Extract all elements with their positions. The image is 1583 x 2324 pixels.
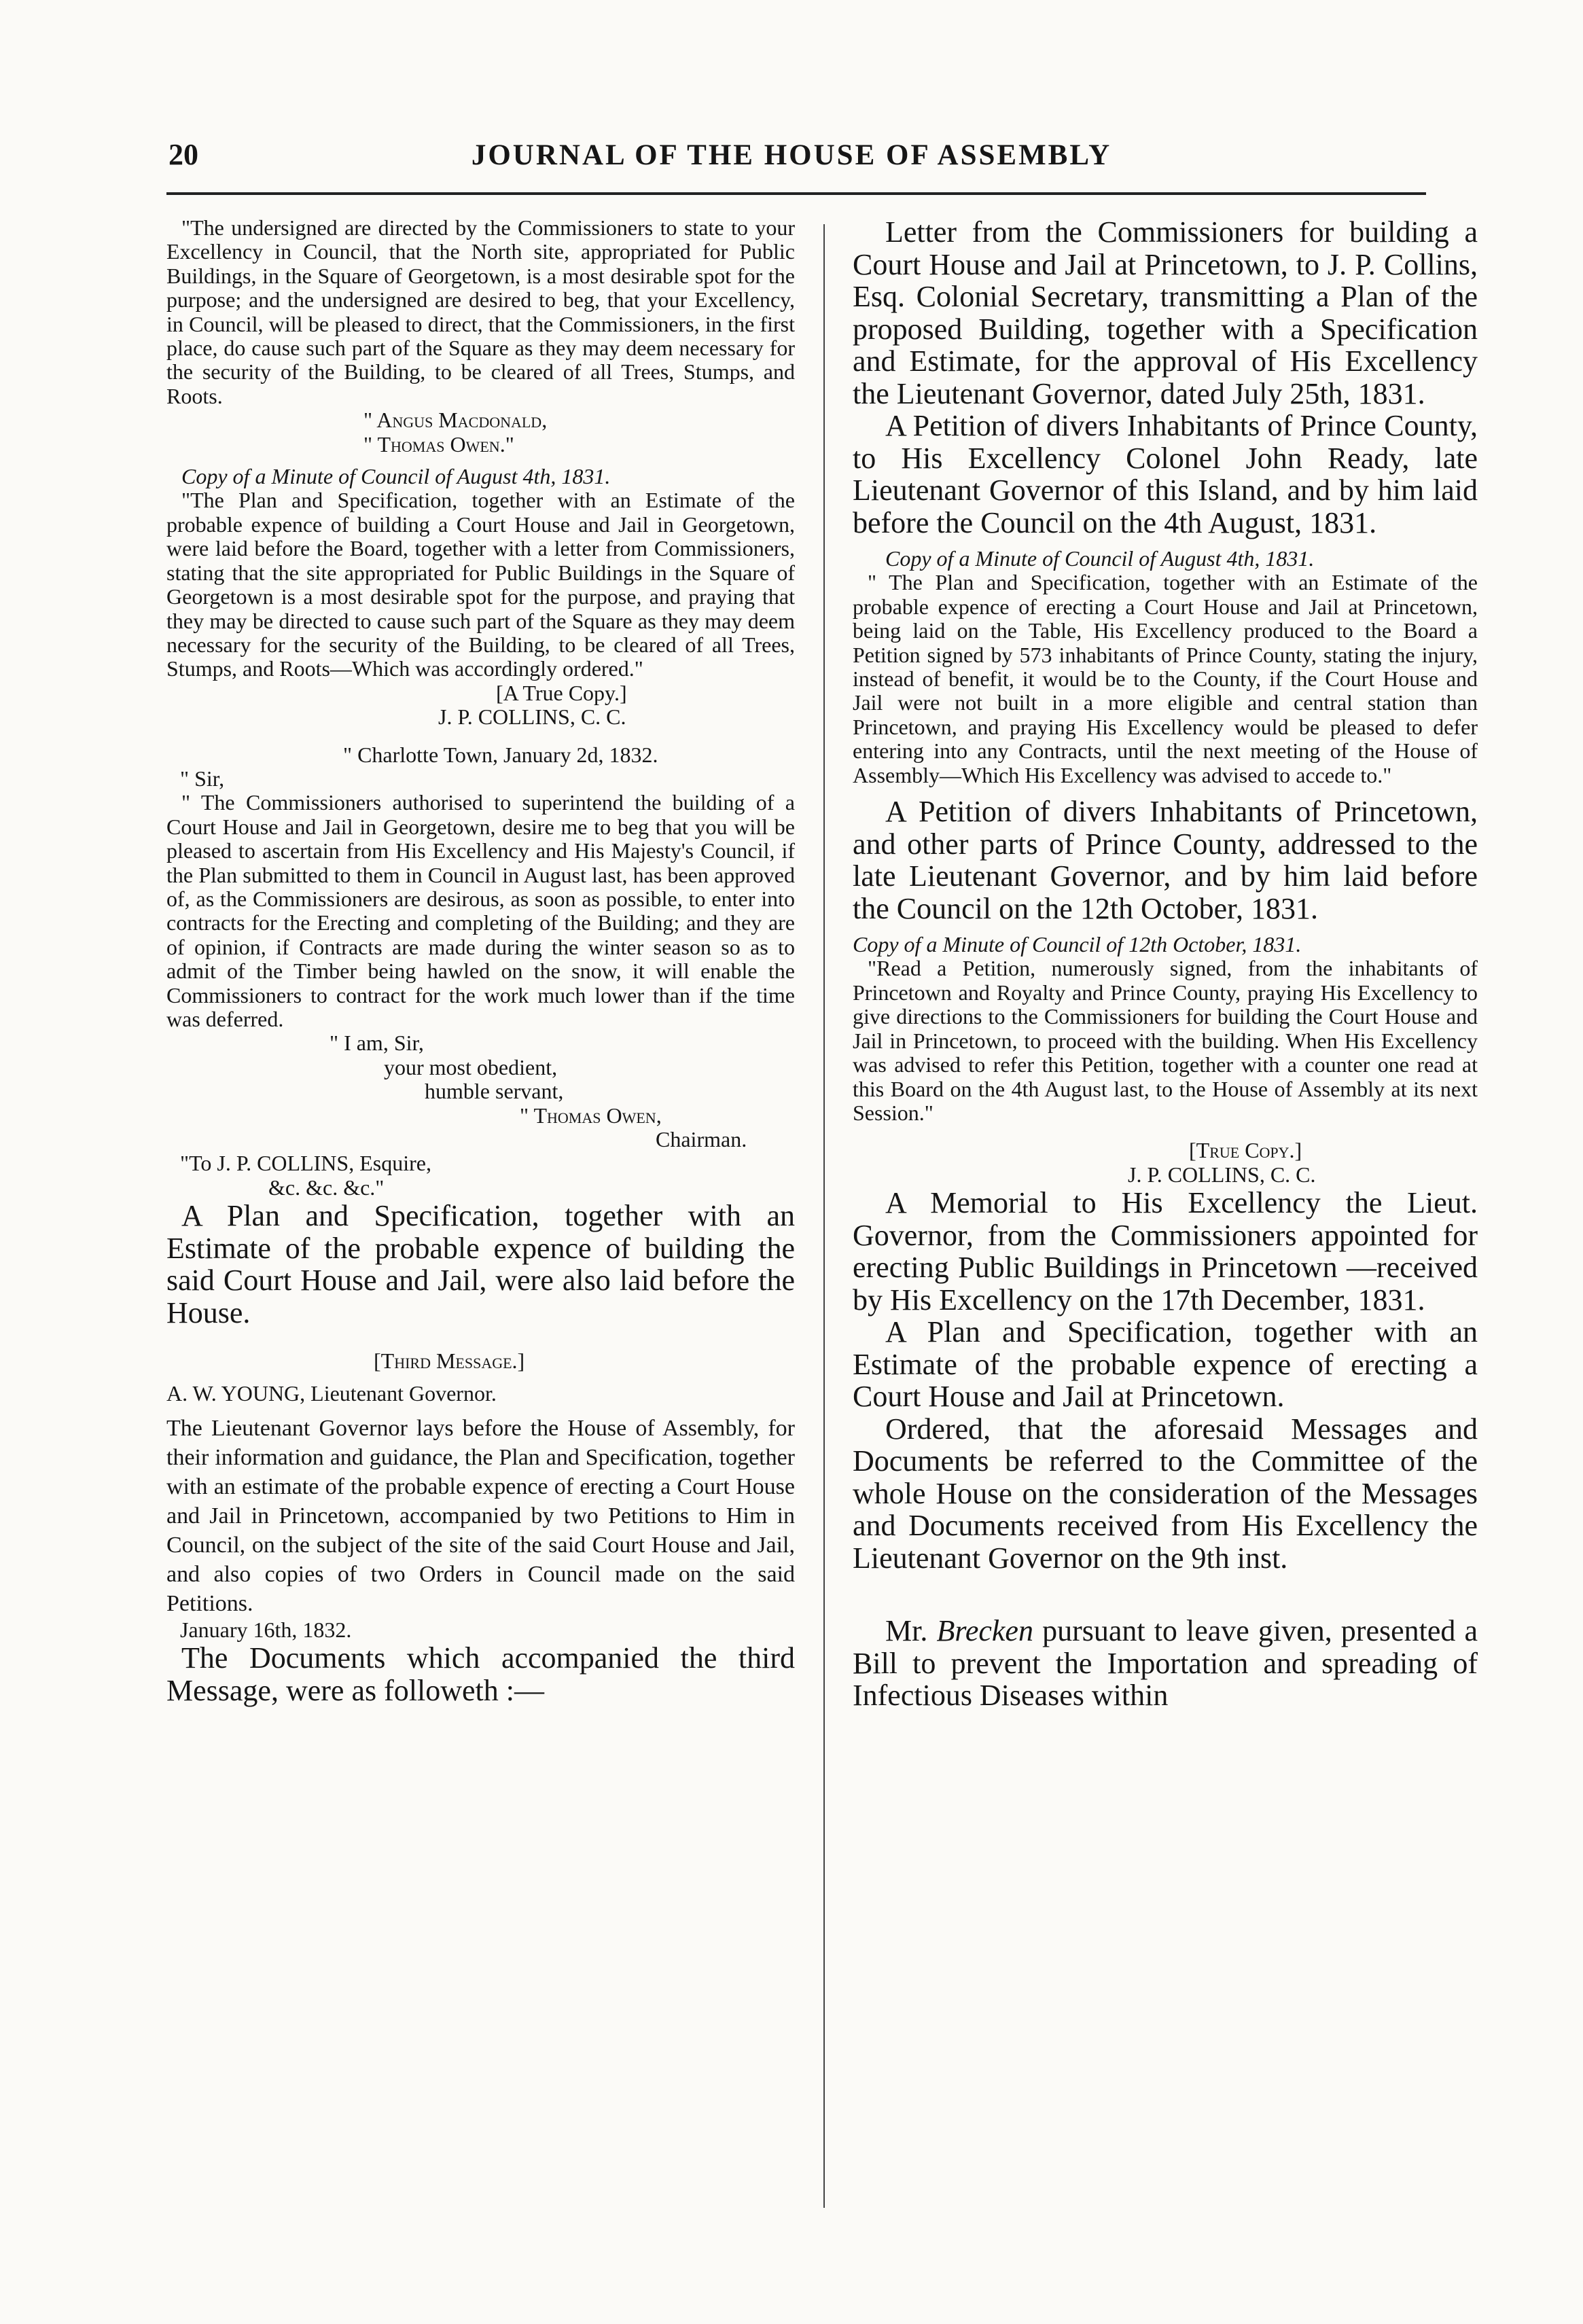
minute-text: " The Plan and Specification, together with an Estimate of the probable expence of erecting a Court House and Jail at Princetown, being laid on the Table, His Excellency produced to the Board a Petition signed by 573 inhabitants of Prince County, stating the injury, instead of benefit, it would be to the County, if the Court House and Jail were not built in a more eligible and central station than Princetown, and praying His Excellency would be pleased to defer entering into any Contracts, until the next meeting of the House of Assembly—Which His Excellency was advised to accede to.": [853, 570, 1478, 787]
message-date: January 16th, 1832.: [180, 1617, 352, 1643]
documents-paragraph: The Documents which accompanied the third Message, were as followeth :—: [166, 1641, 795, 1707]
message-text: The Lieutenant Governor lays before the House of Assembly, for their information and guidance, the Plan and Specification, together with an estimate of the probable expence of erecting a Court House and Jail in Princetown, accompanied by two Petitions to Him in Council, on the subject of the site of the said Court House and Jail, and also copies of two Orders in Council made on the said Petitions.: [166, 1416, 795, 1617]
signature-owen: " Thomas Owen.": [363, 431, 514, 457]
page-header: [0, 137, 1583, 178]
running-title: JOURNAL OF THE HOUSE OF ASSEMBLY: [471, 139, 1112, 171]
plan-paragraph: A Plan and Specification, together with an Estimate of the probable expence of building the said Court House and Jail, were also laid before the House.: [166, 1199, 795, 1329]
signature-thomas-owen: " Thomas Owen,: [520, 1103, 662, 1128]
minute-heading: Copy of a Minute of Council of August 4th, 1831.: [885, 546, 1315, 571]
true-copy-note: [A True Copy.]: [496, 680, 627, 705]
signature-macdonald: " Angus Macdonald,: [363, 408, 548, 433]
governor-name: A. W. YOUNG, Lieutenant Governor.: [166, 1380, 497, 1406]
third-message-heading: [Third Message.]: [374, 1348, 525, 1374]
plan-summary: A Plan and Specification, together with an Estimate of the probable expence of erecting a Court House and Jail at Princetown.: [853, 1315, 1478, 1414]
petition-summary: A Petition of divers Inhabitants of Princetown, and other parts of Prince County, addressed to the late Lieutenant Governor, and by him laid before the Council on the 12th October, 1831.: [853, 795, 1478, 925]
commissioners-letter: "The undersigned are directed by the Commissioners to state to your Excellency in Council, that the North site, appropriated for Public Buildings, in the Square of Georgetown, is a most desirable spot for the purpose; and the undersigned are desired to beg, that your Excellency, in Council, will be pleased to direct, that the Commissioners, in the first place, do cause such part of the Square as they may deem necessary for the security of the Building, to be cleared of all Trees, Stumps, and Roots.: [166, 215, 795, 408]
signature-title: Chairman.: [656, 1127, 747, 1152]
owen-letter-text: " The Commissioners authorised to superintend the building of a Court House and Jail in Georgetown, desire me to beg that you will be pleased to ascertain from His Excellency and His Majesty's Council, if the Plan submitted to them in Council in August last, has been approved of, as the Commissioners are desirous, as soon as possible, to enter into contracts for the Erecting and completing of the Building; and they are of opinion, if Contracts are made during the winter season so as to admit of the Timber being hawled on the snow, it will enable the Commissioners to contract for the work much lower than if the time was deferred.: [166, 790, 795, 1031]
column-divider: [823, 224, 825, 2208]
closing-line: " I am, Sir,: [330, 1031, 424, 1056]
member-name: Brecken: [936, 1614, 1033, 1648]
closing-line: your most obedient,: [384, 1054, 558, 1079]
page-number: 20: [168, 138, 198, 171]
true-copy-note: [True Copy.]: [1189, 1138, 1302, 1163]
dateline: " Charlotte Town, January 2d, 1832.: [343, 742, 658, 767]
brecken-paragraph: [853, 1615, 1478, 1712]
brecken-prefix: Mr.: [885, 1614, 928, 1648]
salutation: " Sir,: [180, 766, 225, 791]
right-column: [853, 216, 1478, 1712]
left-column: [166, 216, 795, 1706]
addressee-line: "To J. P. COLLINS, Esquire,: [180, 1151, 431, 1176]
minute-heading: Copy of a Minute of Council of August 4th, 1831.: [181, 464, 611, 489]
minute-heading: Copy of a Minute of Council of 12th October, 1831.: [853, 932, 1302, 957]
order-paragraph: Ordered, that the aforesaid Messages and Documents be referred to the Committee of the whole House on the consideration of the Messages and Documents received from His Excellency the Lieutenant Governor on the 9th inst.: [853, 1412, 1478, 1575]
petition-summary: A Petition of divers Inhabitants of Prince County, to His Excellency Colonel John Ready, late Lieutenant Governor of this Island, and by him laid before the Council on the 4th August, 1831.: [853, 409, 1478, 539]
etc-line: &c. &c. &c.": [268, 1175, 385, 1200]
commissioners-letter-summary: Letter from the Commissioners for building a Court House and Jail at Princetown, to J. P. Collins, Esq. Colonial Secretary, transmitting a Plan of the proposed Building, together with a Specification and Estimate, for the approval of His Excellency the Lieutenant Governor, dated July 25th, 1831.: [853, 215, 1478, 410]
collins-signature: J. P. COLLINS, C. C.: [1128, 1162, 1316, 1187]
minute-text: "Read a Petition, numerously signed, from the inhabitants of Princetown and Royalty and Prince County, praying His Excellency to give directions to the Commissioners for building the Court House and Jail in Princetown, to proceed with the building. When His Excellency was advised to refer this Petition, together with a counter one read at this Board on the 4th August last, to the House of Assembly at its next Session.": [853, 956, 1478, 1125]
minute-text: "The Plan and Specification, together with an Estimate of the probable expence of building a Court House and Jail in Georgetown, were laid before the Board, together with a letter from Commissioners, stating that the site appropriated for Public Buildings in the Square of Georgetown is a most desirable spot for the purpose, and praying that they may be directed to cause such part of the Square as they may deem necessary for the security of the Building, to be cleared of all Trees, Stumps, and Roots—Which was accordingly ordered.": [166, 488, 795, 681]
closing-line: humble servant,: [425, 1079, 564, 1104]
memorial-summary: A Memorial to His Excellency the Lieut. Governor, from the Commissioners appointed for erecting Public Buildings in Princetown —received by His Excellency on the 17th December, 1831.: [853, 1186, 1478, 1317]
collins-signature: J. P. COLLINS, C. C.: [438, 704, 626, 730]
header-rule: [166, 192, 1426, 195]
brecken-text: pursuant to leave given, presented a Bill to prevent the Importation and spreading of Infectious Diseases within: [853, 1614, 1478, 1713]
